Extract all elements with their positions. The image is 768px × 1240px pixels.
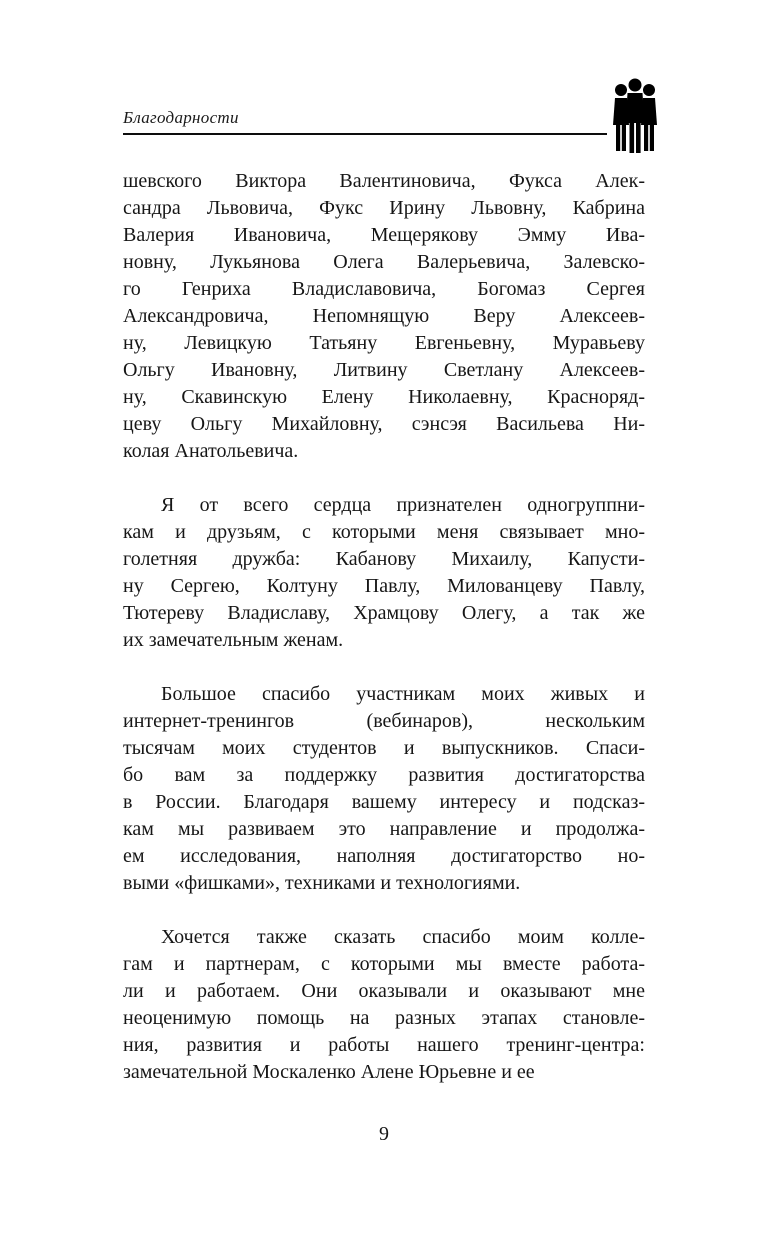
text-line: выми «фишками», техниками и технологиями. [123, 872, 521, 894]
text-line: ну Сергею, Колтуну Павлу, Милованцеву Павлу, [123, 575, 645, 597]
text-line: Хочется также сказать спасибо моим колле- [161, 926, 645, 948]
text-line: ну, Левицкую Татьяну Евгеньевну, Муравьеву [123, 332, 645, 354]
paragraph-2 [123, 492, 645, 654]
page-number: 9 [379, 1123, 389, 1145]
text-line: интернет-тренингов (вебинаров), нескольким [123, 710, 645, 732]
text-line: ния, развития и работы нашего тренинг-центра: [123, 1034, 645, 1056]
people-silhouettes-icon [610, 78, 660, 155]
text-line: новну, Лукьянова Олега Валерьевича, Залевско- [123, 251, 645, 273]
text-line: цеву Ольгу Михайловну, сэнсэя Васильева Ни- [123, 413, 645, 435]
text-line: голетняя дружба: Кабанову Михаилу, Капусти- [123, 548, 645, 570]
paragraph-3 [123, 681, 645, 897]
text-line: в России. Благодаря вашему интересу и подсказ- [123, 791, 645, 813]
text-line: гам и партнерам, с которыми мы вместе работа- [123, 953, 645, 975]
text-line: Я от всего сердца признателен одногруппни- [161, 494, 645, 516]
text-line: бо вам за поддержку развития достигаторства [123, 764, 645, 786]
page-header [123, 0, 645, 160]
text-line: Валерия Ивановича, Мещерякову Эмму Ива- [123, 224, 645, 246]
page-footer [0, 1123, 768, 1146]
text-line: замечательной Москаленко Алене Юрьевне и ее [123, 1061, 535, 1083]
paragraph-4 [123, 924, 645, 1086]
text-line: кам мы развиваем это направление и продолжа- [123, 818, 645, 840]
text-line: ли и работаем. Они оказывали и оказывают мне [123, 980, 645, 1002]
page-body [123, 168, 645, 1113]
text-line: колая Анатольевича. [123, 440, 299, 462]
text-line: ем исследования, наполняя достигаторство но- [123, 845, 645, 867]
text-line: Тютереву Владиславу, Храмцову Олегу, а так же [123, 602, 645, 624]
text-line: неоценимую помощь на разных этапах становле- [123, 1007, 645, 1029]
text-line: Александровича, Непомнящую Веру Алексеев- [123, 305, 645, 327]
text-line: ну, Скавинскую Елену Николаевну, Красноряд- [123, 386, 645, 408]
text-line: тысячам моих студентов и выпускников. Спаси- [123, 737, 645, 759]
text-line: шевского Виктора Валентиновича, Фукса Алек- [123, 170, 645, 192]
header-rule [123, 133, 607, 135]
text-line: сандра Львовича, Фукс Ирину Львовну, Кабрина [123, 197, 645, 219]
text-line: Большое спасибо участникам моих живых и [161, 683, 645, 705]
text-line: кам и друзьям, с которыми меня связывает мно- [123, 521, 645, 543]
text-line: Ольгу Ивановну, Литвину Светлану Алексеев- [123, 359, 645, 381]
paragraph-1 [123, 168, 645, 465]
text-line: го Генриха Владиславовича, Богомаз Сергея [123, 278, 645, 300]
text-line: их замечательным женам. [123, 629, 344, 651]
running-header-title: Благодарности [123, 108, 239, 127]
